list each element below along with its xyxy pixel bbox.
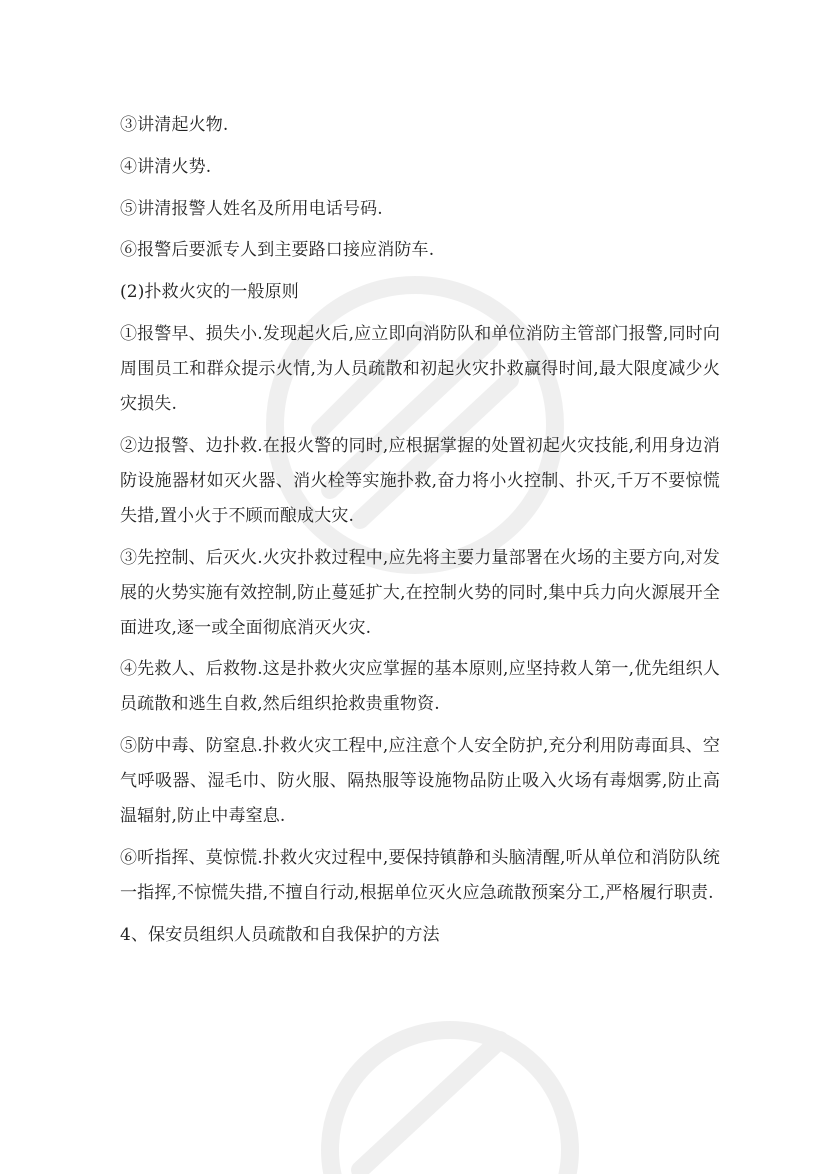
paragraph-report-item-3: ③讲清起火物. xyxy=(120,115,229,135)
paragraph-principle-2: ②边报警、边扑救.在报火警的同时,应根据掌握的处置初起火灾技能,利用身边消防设施器材如灭火器、消火栓等实施扑救,奋力将小火控制、扑灭,千万不要惊慌失措,置小火于不顾而酿成大灾. xyxy=(120,435,720,526)
section-heading-principles: (2)扑救火灾的一般原则 xyxy=(120,282,299,303)
paragraph-report-item-4: ④讲清火势. xyxy=(120,156,212,177)
section-heading-evacuation: 4、保安员组织人员疏散和自我保护的方法 xyxy=(120,924,440,945)
paragraph-principle-5: ⑤防中毒、防窒息.扑救火灾工程中,应注意个人安全防护,充分利用防毒面具、空气呼吸器、湿毛巾、防火服、隔热服等设施物品防止吸入火场有毒烟雾,防止高温辐射,防止中毒窒息. xyxy=(120,736,720,827)
paragraph-principle-4: ④先救人、后救物.这是扑救火灾应掌握的基本原则,应坚持救人第一,优先组织人员疏散和逃生自救,然后组织抢救贵重物资. xyxy=(120,659,720,715)
paragraph-principle-3: ③先控制、后灭火.火灾扑救过程中,应先将主要力量部署在火场的主要方向,对发展的火势实施有效控制,防止蔓延扩大,在控制火势的同时,集中兵力向火源展开全面进攻,逐一或全面彻底消灭火灾. xyxy=(120,547,720,638)
document-body xyxy=(120,108,720,960)
paragraph-principle-6: ⑥听指挥、莫惊慌.扑救火灾过程中,要保持镇静和头脑清醒,听从单位和消防队统一指挥,不惊慌失措,不擅自行动,根据单位灭火应急疏散预案分工,严格履行职责. xyxy=(120,847,720,903)
paragraph-report-item-6: ⑥报警后要派专人到主要路口接应消防车. xyxy=(120,240,435,261)
paragraph-report-item-5: ⑤讲清报警人姓名及所用电话号码. xyxy=(120,198,383,219)
watermark-graphic-bottom xyxy=(300,1000,600,1174)
paragraph-principle-1: ①报警早、损失小.发现起火后,应立即向消防队和单位消防主管部门报警,同时向周围员工和群众提示火情,为人员疏散和初起火灾扑救赢得时间,最大限度减少火灾损失. xyxy=(120,323,720,414)
